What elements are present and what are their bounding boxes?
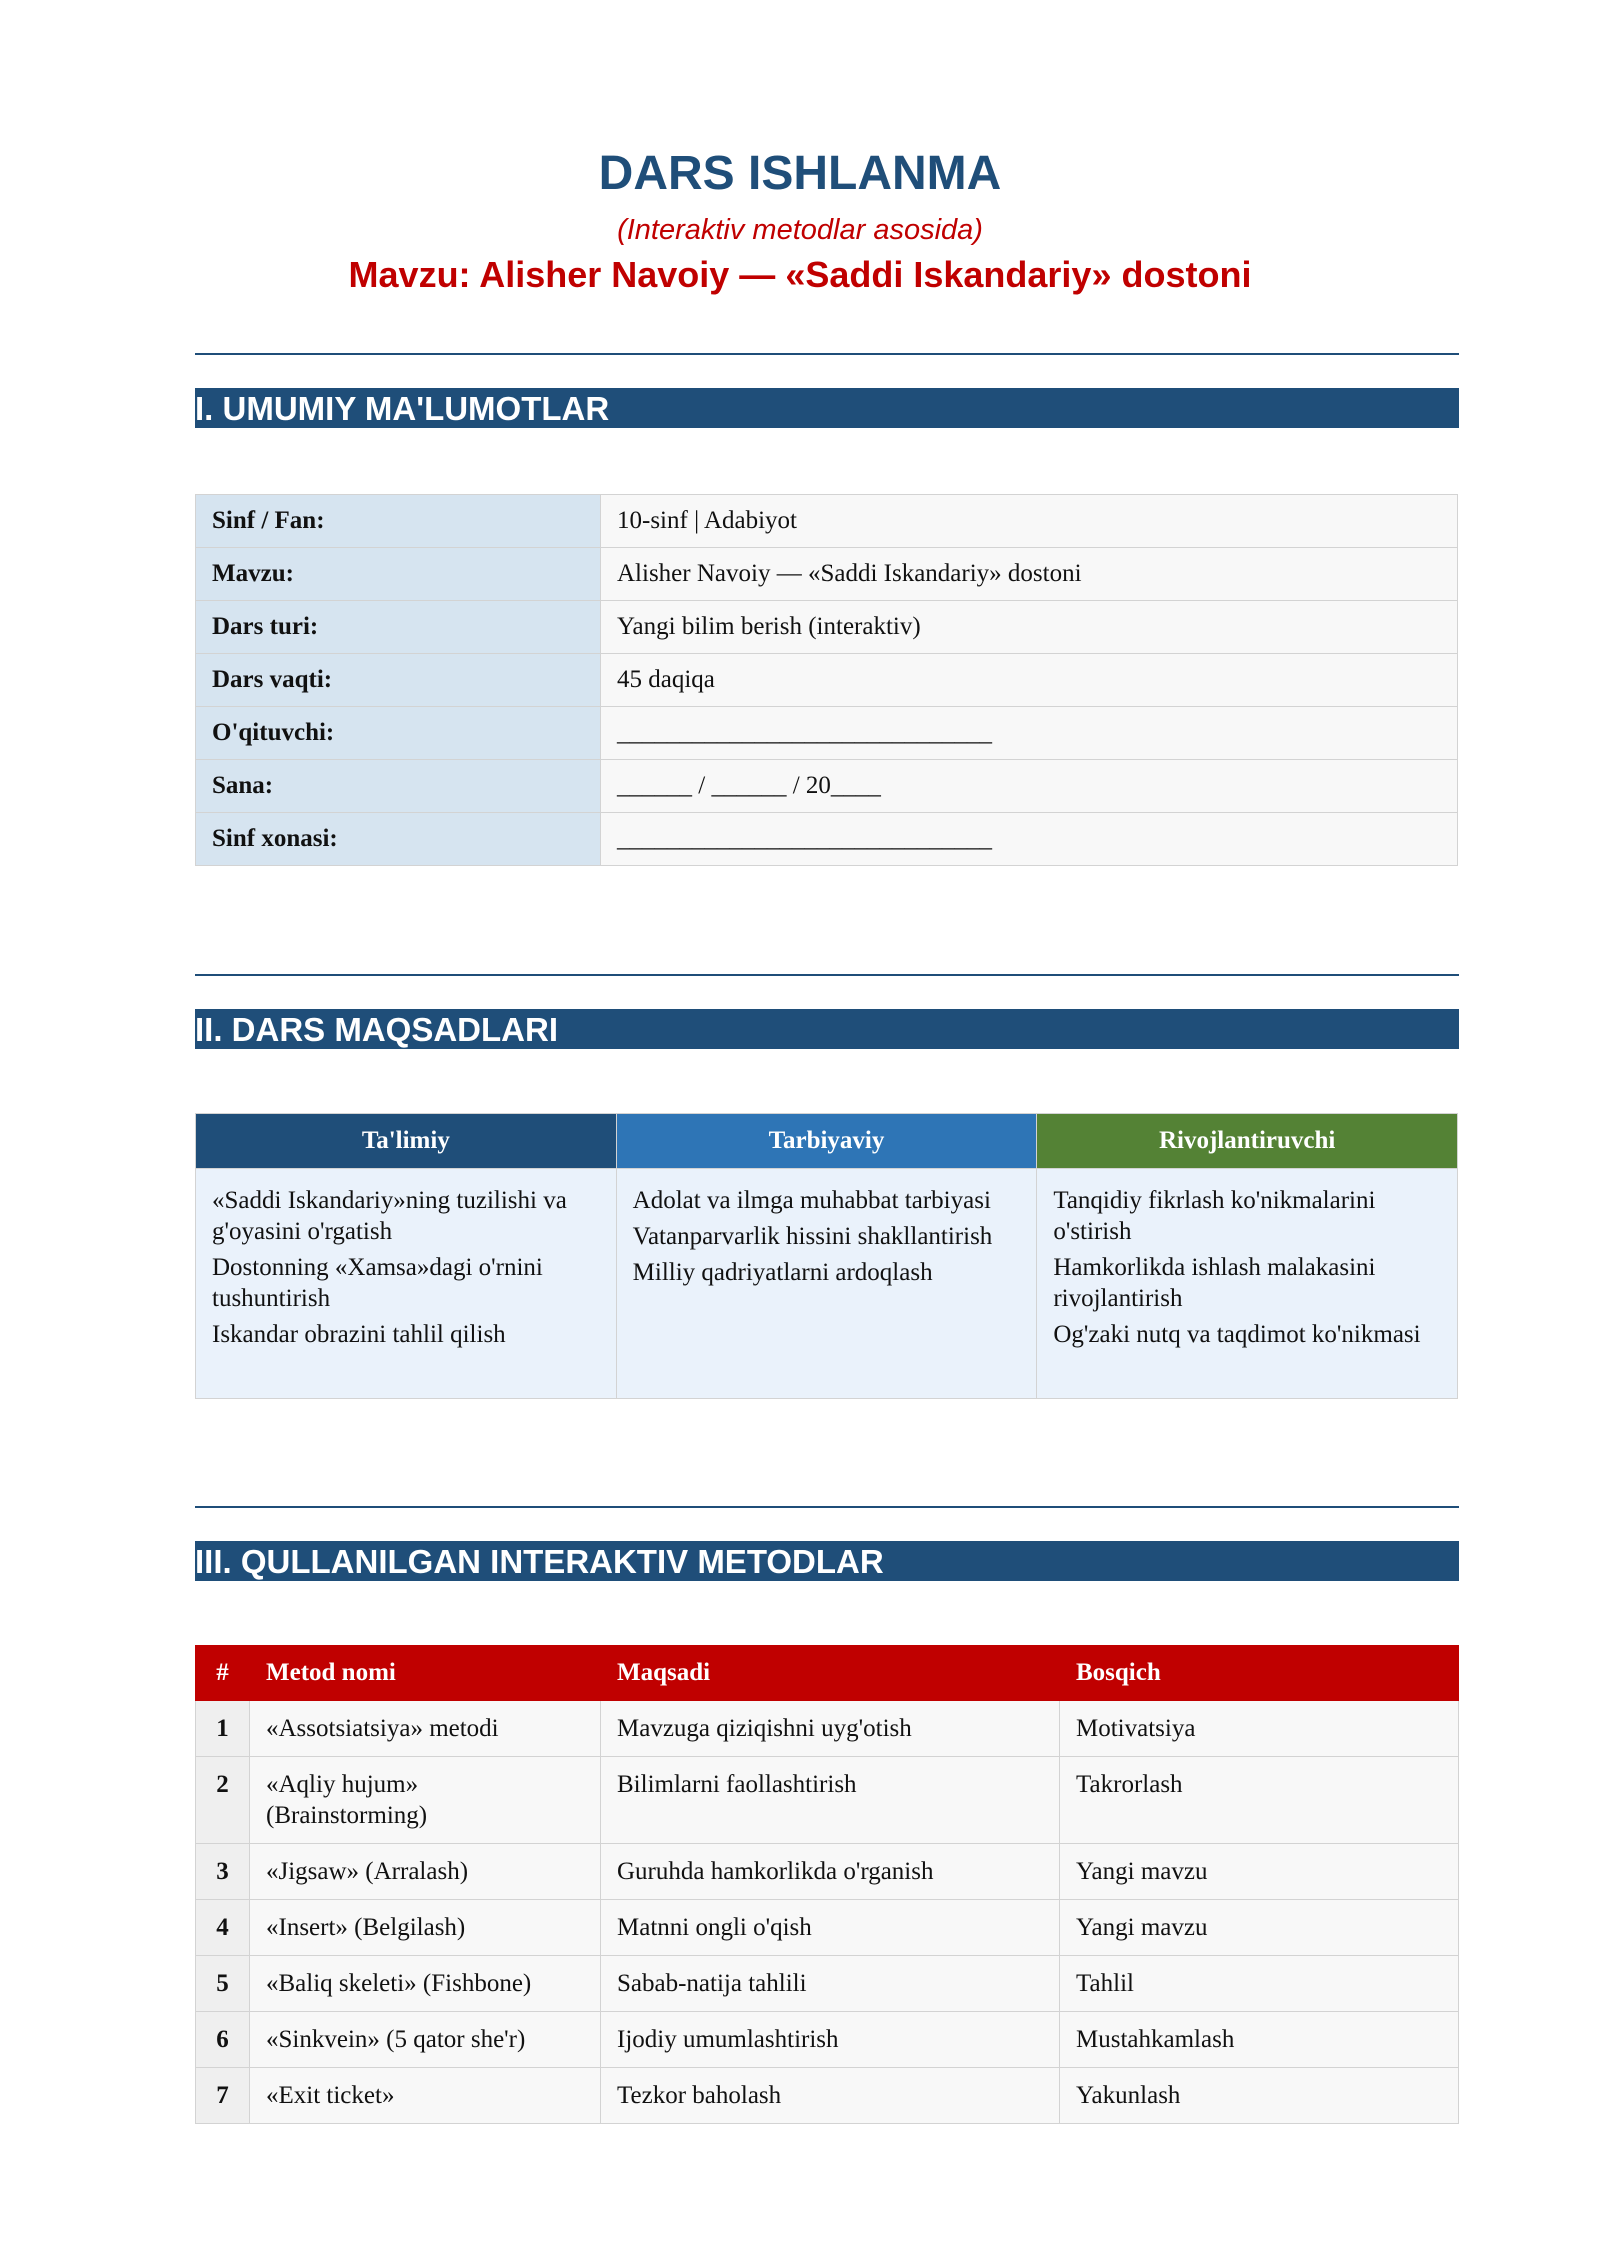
methods-header-purpose: Maqsadi	[601, 1646, 1060, 1701]
interactive-methods-table	[195, 1645, 1459, 2124]
table-row	[196, 2068, 1459, 2124]
method-number: 7	[196, 2068, 250, 2124]
methods-header-stage: Bosqich	[1060, 1646, 1459, 1701]
table-header-row	[196, 1646, 1459, 1701]
info-label: Dars turi:	[196, 601, 601, 654]
method-purpose: Guruhda hamkorlikda o'rganish	[601, 1844, 1060, 1900]
document-title: DARS ISHLANMA	[598, 147, 1002, 200]
method-name: «Baliq skeleti» (Fishbone)	[250, 1956, 601, 2012]
method-purpose: Sabab-natija tahlili	[601, 1956, 1060, 2012]
table-row	[196, 654, 1458, 707]
method-name: «Assotsiatsiya» metodi	[250, 1701, 601, 1757]
info-label: Sinf xonasi:	[196, 813, 601, 866]
method-name: «Aqliy hujum» (Brainstorming)	[250, 1757, 601, 1844]
teacher-blank-field: ______________________________	[601, 707, 1458, 760]
table-header-row	[196, 1114, 1458, 1169]
method-number: 4	[196, 1900, 250, 1956]
method-purpose: Mavzuga qiziqishni uyg'otish	[601, 1701, 1060, 1757]
method-number: 1	[196, 1701, 250, 1757]
info-value: Yangi bilim berish (interaktiv)	[601, 601, 1458, 654]
info-label: Dars vaqti:	[196, 654, 601, 707]
info-label: Mavzu:	[196, 548, 601, 601]
goal-item: Hamkorlikda ishlash malakasini rivojlantirish	[1053, 1254, 1376, 1312]
method-stage: Motivatsiya	[1060, 1701, 1459, 1757]
classroom-blank-field: ______________________________	[601, 813, 1458, 866]
method-stage: Tahlil	[1060, 1956, 1459, 2012]
goal-item: Vatanparvarlik hissini shakllantirish	[632, 1223, 993, 1250]
info-label: Sana:	[196, 760, 601, 813]
goal-item: Dostonning «Xamsa»dagi o'rnini tushuntirish	[212, 1254, 543, 1312]
info-value: 10-sinf | Adabiyot	[601, 495, 1458, 548]
goals-column-upbringing	[616, 1169, 1037, 1399]
method-number: 6	[196, 2012, 250, 2068]
section-divider	[195, 974, 1459, 976]
document-topic: Mavzu: Alisher Navoiy — «Saddi Iskandariy» dostoni	[348, 254, 1252, 295]
method-number: 3	[196, 1844, 250, 1900]
table-row	[196, 548, 1458, 601]
table-row	[196, 1844, 1459, 1900]
goal-item: «Saddi Iskandariy»ning tuzilishi va g'oyasini o'rgatish	[212, 1187, 567, 1245]
table-row	[196, 1757, 1459, 1844]
method-number: 2	[196, 1757, 250, 1844]
methods-header-name: Metod nomi	[250, 1646, 601, 1701]
table-row	[196, 1701, 1459, 1757]
method-name: «Insert» (Belgilash)	[250, 1900, 601, 1956]
goals-header-educational: Ta'limiy	[196, 1114, 617, 1169]
goals-header-developmental: Rivojlantiruvchi	[1037, 1114, 1458, 1169]
info-value: 45 daqiqa	[601, 654, 1458, 707]
goal-item: Milliy qadriyatlarni ardoqlash	[632, 1259, 933, 1286]
table-row	[196, 601, 1458, 654]
lesson-goals-table	[195, 1113, 1458, 1399]
goals-header-upbringing: Tarbiyaviy	[616, 1114, 1037, 1169]
table-row	[196, 813, 1458, 866]
table-row	[196, 2012, 1459, 2068]
method-stage: Yakunlash	[1060, 2068, 1459, 2124]
method-stage: Yangi mavzu	[1060, 1900, 1459, 1956]
info-value: Alisher Navoiy — «Saddi Iskandariy» dostoni	[601, 548, 1458, 601]
date-blank-field: ______ / ______ / 20____	[601, 760, 1458, 813]
method-purpose: Bilimlarni faollashtirish	[601, 1757, 1060, 1844]
goal-item: Iskandar obrazini tahlil qilish	[212, 1321, 506, 1348]
method-name: «Exit ticket»	[250, 2068, 601, 2124]
section-heading-interactive-methods: III. QULLANILGAN INTERAKTIV METODLAR	[195, 1541, 1459, 1581]
method-stage: Takrorlash	[1060, 1757, 1459, 1844]
table-row	[196, 707, 1458, 760]
goals-column-developmental	[1037, 1169, 1458, 1399]
method-name: «Jigsaw» (Arralash)	[250, 1844, 601, 1900]
method-stage: Yangi mavzu	[1060, 1844, 1459, 1900]
method-purpose: Tezkor baholash	[601, 2068, 1060, 2124]
section-heading-general-info: I. UMUMIY MA'LUMOTLAR	[195, 388, 1459, 428]
section-divider	[195, 353, 1459, 355]
method-purpose: Ijodiy umumlashtirish	[601, 2012, 1060, 2068]
method-number: 5	[196, 1956, 250, 2012]
table-row	[196, 1956, 1459, 2012]
goal-item: Adolat va ilmga muhabbat tarbiyasi	[632, 1187, 991, 1214]
general-info-table	[195, 494, 1458, 866]
goals-column-educational	[196, 1169, 617, 1399]
goal-item: Tanqidiy fikrlash ko'nikmalarini o'stirish	[1053, 1187, 1376, 1245]
method-name: «Sinkvein» (5 qator she'r)	[250, 2012, 601, 2068]
document-subtitle: (Interaktiv metodlar asosida)	[617, 214, 983, 246]
info-label: Sinf / Fan:	[196, 495, 601, 548]
methods-header-number: #	[196, 1646, 250, 1701]
goal-item: Og'zaki nutq va taqdimot ko'nikmasi	[1053, 1321, 1421, 1348]
table-row	[196, 495, 1458, 548]
table-row	[196, 1900, 1459, 1956]
method-stage: Mustahkamlash	[1060, 2012, 1459, 2068]
method-purpose: Matnni ongli o'qish	[601, 1900, 1060, 1956]
section-divider	[195, 1506, 1459, 1508]
table-row	[196, 1169, 1458, 1399]
section-heading-lesson-goals: II. DARS MAQSADLARI	[195, 1009, 1459, 1049]
table-row	[196, 760, 1458, 813]
info-label: O'qituvchi:	[196, 707, 601, 760]
